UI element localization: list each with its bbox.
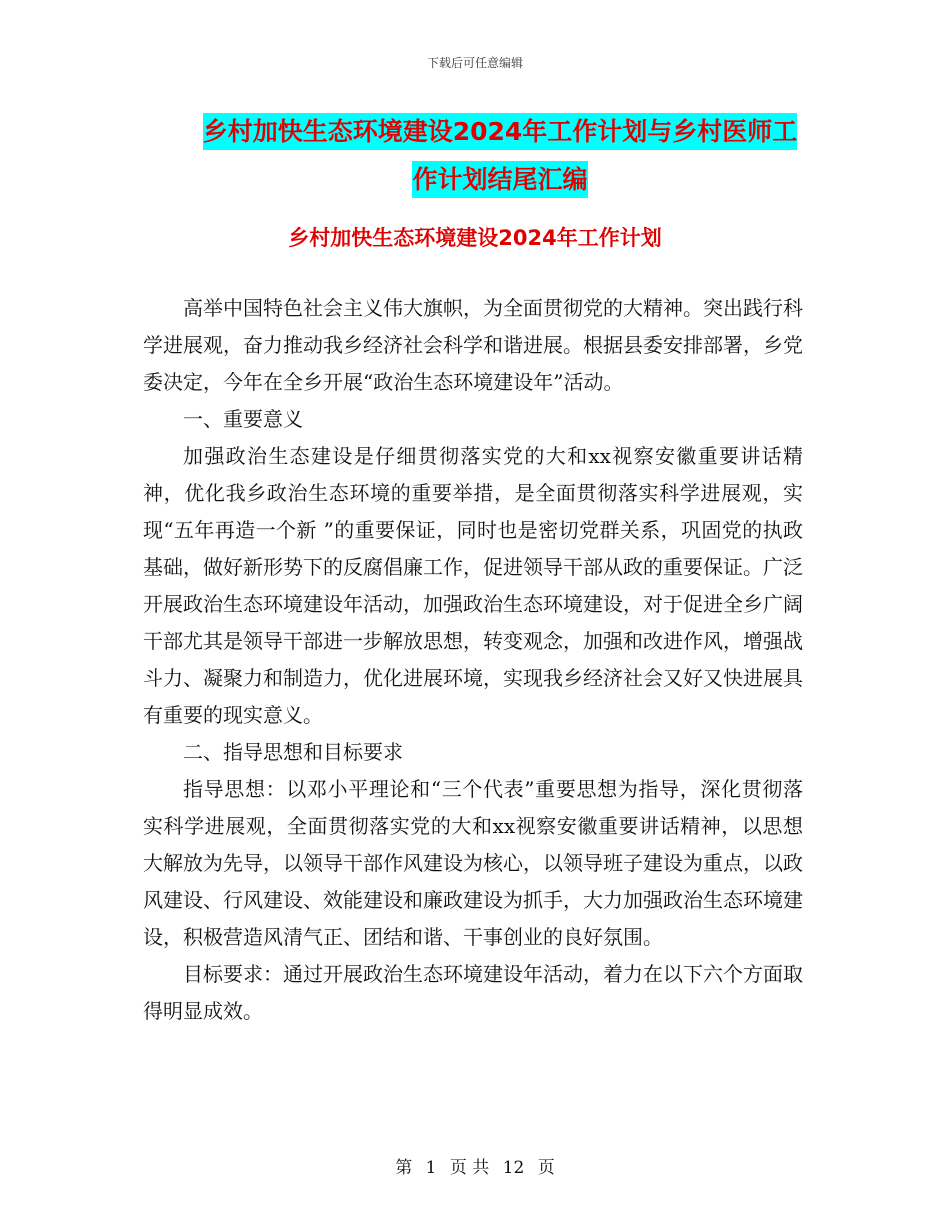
footer-page-number: 1 <box>425 1158 437 1178</box>
page-footer <box>0 1153 950 1178</box>
footer-mid: 页 共 <box>449 1158 490 1178</box>
paragraph-significance: 加强政治生态建设是仔细贯彻落实党的大和xx视察安徽重要讲话精神，优化我乡政治生态环境的重要举措，是全面贯彻落实科学进展观，实现“五年再造一个新 ”的重要保证，同时也是密切党群关系，巩固党的执政基础，做好新形势下的反腐倡廉工作，促进领导干部从政的重要保证。广泛开展政治生态环境建设年活动，加强政治生态环境建设，对于促进全乡广阔干部尤其是领导干部进一步解放思想，转变观念，加强和改进作风，增强战斗力、凝聚力和制造力，优化进展环境，实现我乡经济社会又好又快进展具有重要的现实意义。 <box>143 444 803 727</box>
paragraph-goals: 目标要求：通过开展政治生态环境建设年活动，着力在以下六个方面取得明显成效。 <box>143 962 803 1023</box>
heading-significance: 一、重要意义 <box>183 407 303 431</box>
paragraph-guiding-ideology: 指导思想：以邓小平理论和“三个代表”重要思想为指导，深化贯彻落实科学进展观，全面贯彻落实党的大和xx视察安徽重要讲话精神，以思想大解放为先导，以领导干部作风建设为核心，以领导班子建设为重点，以政风建设、行风建设、效能建设和廉政建设为抓手，大力加强政治生态环境建设，积极营造风清气正、团结和谐、干事创业的良好氛围。 <box>143 777 803 949</box>
footer-suffix: 页 <box>537 1158 555 1178</box>
footer-prefix: 第 <box>395 1158 413 1178</box>
paragraph-intro: 高举中国特色社会主义伟大旗帜，为全面贯彻党的大精神。突出践行科学进展观，奋力推动我乡经济社会科学和谐进展。根据县委安排部署，乡党委决定，今年在全乡开展“政治生态环境建设年”活动。 <box>143 296 803 394</box>
section-title: 乡村加快生态环境建设2024年工作计划 <box>288 226 662 250</box>
document-title-line-1: 乡村加快生态环境建设2024年工作计划与乡村医师工 <box>203 113 798 150</box>
header-note: 下载后可任意编辑 <box>426 56 523 70</box>
body-text <box>143 290 803 1030</box>
footer-total-pages: 12 <box>502 1158 525 1178</box>
heading-guiding-ideology: 二、指导思想和目标要求 <box>183 740 403 764</box>
document-title-line-2: 作计划结尾汇编 <box>412 161 587 198</box>
document-title <box>150 108 850 204</box>
